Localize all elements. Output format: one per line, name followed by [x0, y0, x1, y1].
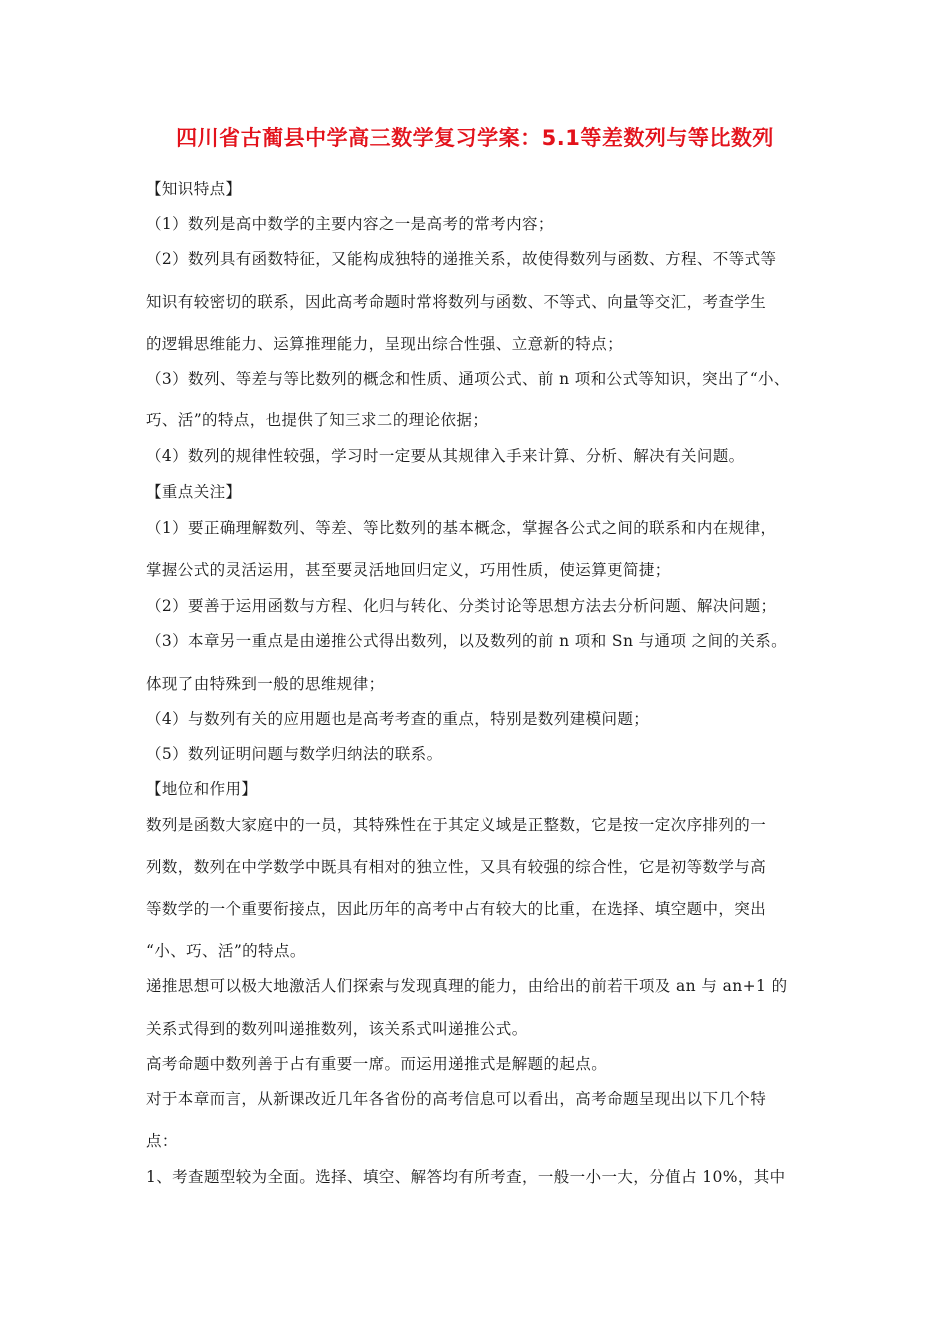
- paragraph-line: 等数学的一个重要衔接点，因此历年的高考中占有较大的比重，在选择、填空题中，突出: [146, 900, 767, 918]
- paragraph-line: 的逻辑思维能力、运算推理能力，呈现出综合性强、立意新的特点；: [146, 335, 624, 353]
- paragraph-line: （1）要正确理解数列、等差、等比数列的基本概念，掌握各公式之间的联系和内在规律，: [146, 519, 777, 537]
- section-heading-knowledge: 【知识特点】: [146, 180, 242, 198]
- paragraph-line: （3）本章另一重点是由递推公式得出数列，以及数列的前 n 项和 Sn 与通项 之间的关系。: [146, 632, 788, 650]
- paragraph-line: 掌握公式的灵活运用，甚至要灵活地回归定义，巧用性质，使运算更简捷；: [146, 561, 671, 579]
- paragraph-line: （5）数列证明问题与数学归纳法的联系。: [146, 745, 443, 763]
- paragraph-line: 体现了由特殊到一般的思维规律；: [146, 675, 385, 693]
- paragraph-line: 点：: [146, 1132, 178, 1150]
- document-title: 四川省古蔺县中学高三数学复习学案：5.1等差数列与等比数列: [176, 126, 774, 150]
- paragraph-line: 高考命题中数列善于占有重要一席。而运用递推式是解题的起点。: [146, 1055, 608, 1073]
- section-heading-focus: 【重点关注】: [146, 483, 242, 501]
- paragraph-line: （2）数列具有函数特征，又能构成独特的递推关系，故使得数列与函数、方程、不等式等: [146, 250, 777, 268]
- paragraph-line: 巧、活”的特点，也提供了知三求二的理论依据；: [146, 411, 489, 429]
- paragraph-line: （3）数列、等差与等比数列的概念和性质、通项公式、前 n 项和公式等知识，突出了“小、: [146, 370, 790, 388]
- paragraph-line: 知识有较密切的联系，因此高考命题时常将数列与函数、不等式、向量等交汇，考查学生: [146, 293, 767, 311]
- paragraph-line: （4）与数列有关的应用题也是高考考查的重点，特别是数列建模问题；: [146, 710, 650, 728]
- paragraph-line: （1）数列是高中数学的主要内容之一是高考的常考内容；: [146, 215, 554, 233]
- section-heading-role: 【地位和作用】: [146, 780, 258, 798]
- paragraph-line: 列数，数列在中学数学中既具有相对的独立性，又具有较强的综合性，它是初等数学与高: [146, 858, 767, 876]
- paragraph-line: 1、考查题型较为全面。选择、填空、解答均有所考查，一般一小一大，分值占 10%，其中: [146, 1168, 786, 1186]
- paragraph-line: 对于本章而言，从新课改近几年各省份的高考信息可以看出，高考命题呈现出以下几个特: [146, 1090, 767, 1108]
- paragraph-line: 关系式得到的数列叫递推数列，该关系式叫递推公式。: [146, 1020, 528, 1038]
- paragraph-line: 数列是函数大家庭中的一员，其特殊性在于其定义域是正整数，它是按一定次序排列的一: [146, 816, 767, 834]
- paragraph-line: “小、巧、活”的特点。: [146, 942, 306, 960]
- paragraph-line: 递推思想可以极大地激活人们探索与发现真理的能力，由给出的前若干项及 an 与 an+1 的: [146, 977, 788, 995]
- paragraph-line: （4）数列的规律性较强，学习时一定要从其规律入手来计算、分析、解决有关问题。: [146, 447, 745, 465]
- paragraph-line: （2）要善于运用函数与方程、化归与转化、分类讨论等思想方法去分析问题、解决问题；: [146, 597, 777, 615]
